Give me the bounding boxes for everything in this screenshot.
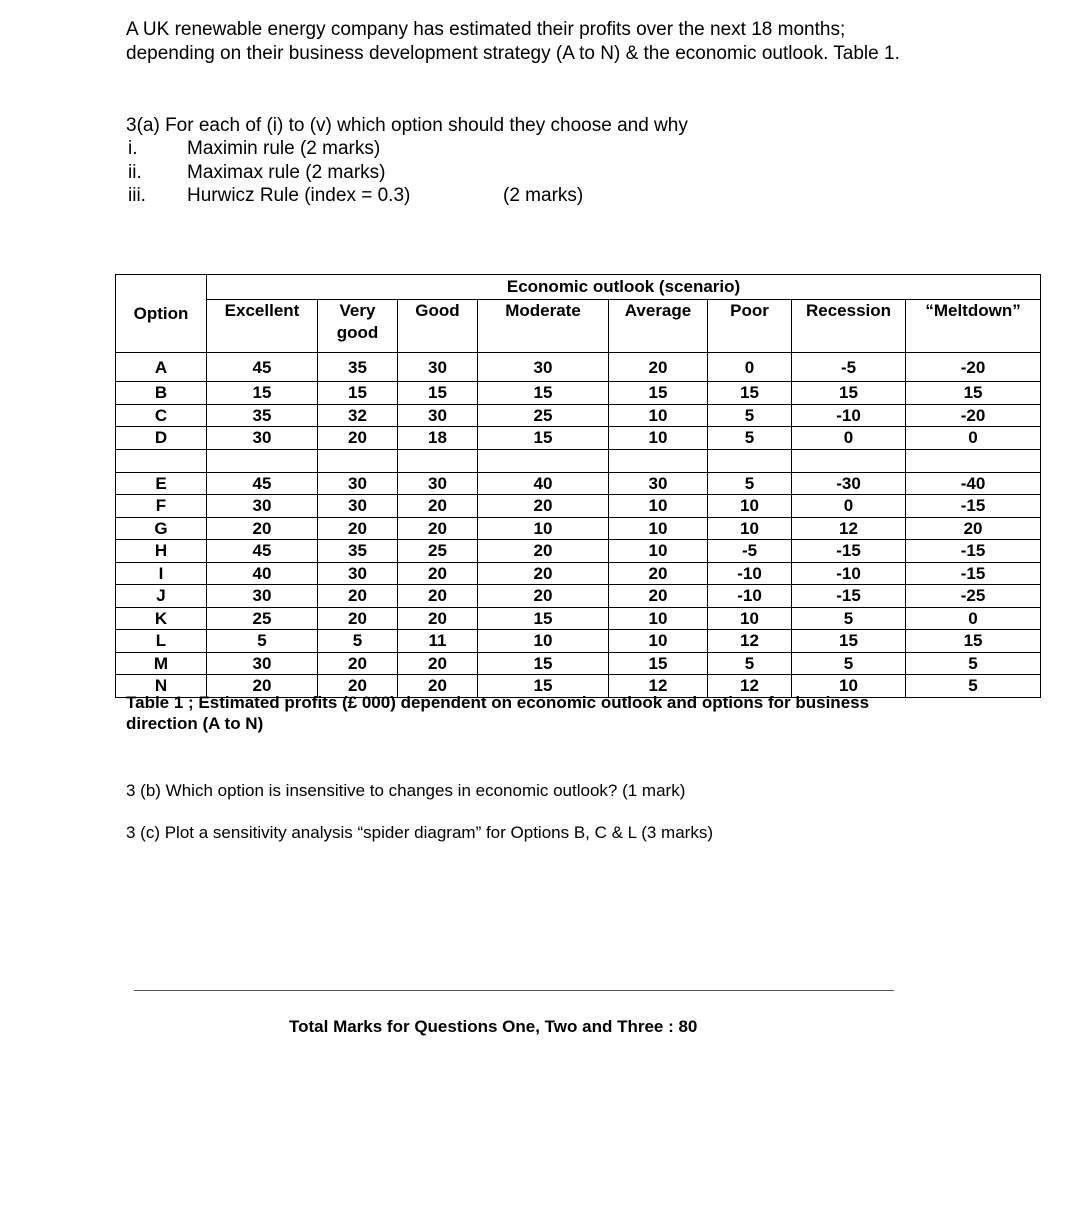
spacer-row: [116, 449, 1041, 472]
value-cell: 10: [792, 675, 906, 698]
value-cell: 20: [318, 517, 398, 540]
table-row: [116, 562, 1041, 585]
value-cell: 10: [609, 517, 708, 540]
value-cell: 5: [708, 652, 792, 675]
value-cell: 5: [708, 472, 792, 495]
value-cell: 35: [318, 540, 398, 563]
value-cell: 0: [792, 427, 906, 450]
value-cell: 5: [708, 427, 792, 450]
intro-paragraph: A UK renewable energy company has estimated their profits over the next 18 months; depending on their business development strategy (A to N) & the economic outlook. Table 1.: [126, 19, 900, 64]
table-row: [116, 382, 1041, 405]
spacer-cell: [792, 449, 906, 472]
value-cell: 10: [708, 495, 792, 518]
value-cell: 20: [398, 652, 478, 675]
value-cell: 10: [609, 540, 708, 563]
value-cell: -5: [708, 540, 792, 563]
option-cell: A: [116, 353, 207, 382]
value-cell: 15: [478, 675, 609, 698]
table-caption: Table 1 ; Estimated profits (£ 000) dependent on economic outlook and options for business direction (A to N): [126, 693, 870, 733]
value-cell: 10: [708, 607, 792, 630]
value-cell: 0: [792, 495, 906, 518]
value-cell: 12: [609, 675, 708, 698]
value-cell: 20: [207, 517, 318, 540]
question-3a-prompt: 3(a) For each of (i) to (v) which option should they choose and why: [126, 115, 688, 136]
subitem-number: iii.: [128, 185, 146, 206]
option-cell: J: [116, 585, 207, 608]
spacer-cell: [708, 449, 792, 472]
value-cell: 20: [609, 562, 708, 585]
subitem-iii: [0, 184, 800, 208]
value-cell: 10: [478, 630, 609, 653]
value-cell: -30: [792, 472, 906, 495]
value-cell: -25: [906, 585, 1041, 608]
value-cell: 15: [478, 652, 609, 675]
divider-line: [134, 990, 894, 991]
column-header: “Meltdown”: [906, 300, 1041, 353]
spacer-cell: [318, 449, 398, 472]
value-cell: -5: [792, 353, 906, 382]
value-cell: 20: [318, 652, 398, 675]
value-cell: 12: [792, 517, 906, 540]
question-3c: 3 (c) Plot a sensitivity analysis “spider diagram” for Options B, C & L (3 marks): [126, 823, 713, 842]
column-header: Average: [609, 300, 708, 353]
value-cell: 30: [318, 495, 398, 518]
value-cell: 30: [398, 353, 478, 382]
value-cell: 20: [398, 517, 478, 540]
value-cell: -20: [906, 353, 1041, 382]
value-cell: 15: [478, 427, 609, 450]
value-cell: 5: [792, 607, 906, 630]
table-row: [116, 353, 1041, 382]
value-cell: 20: [398, 607, 478, 630]
table-row: [116, 472, 1041, 495]
value-cell: 20: [398, 495, 478, 518]
column-header: Moderate: [478, 300, 609, 353]
value-cell: 10: [609, 495, 708, 518]
value-cell: 0: [708, 353, 792, 382]
value-cell: 30: [478, 353, 609, 382]
column-header: Very good: [318, 300, 398, 353]
option-cell: I: [116, 562, 207, 585]
value-cell: 10: [609, 630, 708, 653]
value-cell: 20: [398, 675, 478, 698]
value-cell: 20: [478, 540, 609, 563]
subitem-text: Maximin rule (2 marks): [187, 138, 381, 159]
value-cell: -40: [906, 472, 1041, 495]
value-cell: 12: [708, 675, 792, 698]
value-cell: 30: [207, 585, 318, 608]
value-cell: 0: [906, 607, 1041, 630]
table-row: [116, 607, 1041, 630]
question-3b: 3 (b) Which option is insensitive to changes in economic outlook? (1 mark): [126, 781, 686, 800]
value-cell: -10: [708, 562, 792, 585]
value-cell: 30: [207, 495, 318, 518]
value-cell: 20: [318, 607, 398, 630]
economic-outlook-header: Economic outlook (scenario): [207, 275, 1041, 300]
subitem-marks: (2 marks): [503, 185, 584, 206]
value-cell: -20: [906, 404, 1041, 427]
value-cell: 35: [318, 353, 398, 382]
spacer-cell: [906, 449, 1041, 472]
column-header: Good: [398, 300, 478, 353]
spacer-cell: [609, 449, 708, 472]
value-cell: -15: [792, 585, 906, 608]
value-cell: -10: [792, 404, 906, 427]
value-cell: 15: [207, 382, 318, 405]
value-cell: 20: [609, 353, 708, 382]
option-cell: F: [116, 495, 207, 518]
spacer-cell: [207, 449, 318, 472]
table-row: [116, 495, 1041, 518]
value-cell: 40: [478, 472, 609, 495]
value-cell: 20: [478, 585, 609, 608]
value-cell: -15: [906, 540, 1041, 563]
value-cell: 45: [207, 353, 318, 382]
profit-table: [115, 274, 1041, 698]
value-cell: 15: [708, 382, 792, 405]
value-cell: 20: [398, 562, 478, 585]
table-row: [116, 517, 1041, 540]
value-cell: -15: [906, 495, 1041, 518]
table-row: [116, 404, 1041, 427]
value-cell: 12: [708, 630, 792, 653]
subitem-number: i.: [128, 138, 138, 159]
value-cell: 15: [478, 382, 609, 405]
value-cell: 15: [398, 382, 478, 405]
option-cell: N: [116, 675, 207, 698]
option-cell: D: [116, 427, 207, 450]
option-cell: G: [116, 517, 207, 540]
subitem-text: Maximax rule (2 marks): [187, 162, 386, 183]
option-cell: C: [116, 404, 207, 427]
value-cell: 25: [478, 404, 609, 427]
value-cell: -15: [792, 540, 906, 563]
option-cell: M: [116, 652, 207, 675]
value-cell: 10: [609, 427, 708, 450]
table-row: [116, 585, 1041, 608]
value-cell: 15: [318, 382, 398, 405]
subitem-ii: [0, 161, 800, 185]
value-cell: 5: [906, 652, 1041, 675]
value-cell: 15: [792, 630, 906, 653]
value-cell: 20: [207, 675, 318, 698]
value-cell: 20: [478, 562, 609, 585]
value-cell: 10: [708, 517, 792, 540]
value-cell: 11: [398, 630, 478, 653]
value-cell: 25: [398, 540, 478, 563]
value-cell: 5: [708, 404, 792, 427]
value-cell: 35: [207, 404, 318, 427]
value-cell: 30: [398, 472, 478, 495]
value-cell: 32: [318, 404, 398, 427]
spacer-cell: [478, 449, 609, 472]
value-cell: 30: [207, 427, 318, 450]
value-cell: 30: [398, 404, 478, 427]
value-cell: 20: [318, 427, 398, 450]
value-cell: 30: [318, 472, 398, 495]
column-header: Poor: [708, 300, 792, 353]
value-cell: 5: [207, 630, 318, 653]
value-cell: 30: [609, 472, 708, 495]
value-cell: 20: [398, 585, 478, 608]
subitem-i: [0, 137, 800, 161]
value-cell: 15: [906, 382, 1041, 405]
value-cell: -10: [792, 562, 906, 585]
option-cell: K: [116, 607, 207, 630]
table-row: [116, 630, 1041, 653]
value-cell: 20: [478, 495, 609, 518]
value-cell: 45: [207, 472, 318, 495]
value-cell: 20: [906, 517, 1041, 540]
value-cell: 15: [609, 652, 708, 675]
value-cell: -15: [906, 562, 1041, 585]
value-cell: 20: [318, 585, 398, 608]
column-header: Recession: [792, 300, 906, 353]
value-cell: 45: [207, 540, 318, 563]
value-cell: 30: [318, 562, 398, 585]
value-cell: 20: [318, 675, 398, 698]
total-marks: Total Marks for Questions One, Two and Three : 80: [289, 1017, 698, 1036]
table-row: [116, 427, 1041, 450]
value-cell: 40: [207, 562, 318, 585]
value-cell: 10: [609, 607, 708, 630]
value-cell: -10: [708, 585, 792, 608]
spacer-cell: [116, 449, 207, 472]
value-cell: 5: [792, 652, 906, 675]
value-cell: 5: [906, 675, 1041, 698]
spacer-cell: [398, 449, 478, 472]
column-header: Excellent: [207, 300, 318, 353]
option-column-header: Option: [116, 275, 207, 353]
value-cell: 15: [792, 382, 906, 405]
value-cell: 15: [609, 382, 708, 405]
option-cell: L: [116, 630, 207, 653]
subitem-text: Hurwicz Rule (index = 0.3): [187, 185, 411, 206]
option-cell: B: [116, 382, 207, 405]
value-cell: 20: [609, 585, 708, 608]
table-row: [116, 652, 1041, 675]
value-cell: 15: [478, 607, 609, 630]
table-row: [116, 540, 1041, 563]
value-cell: 10: [609, 404, 708, 427]
value-cell: 25: [207, 607, 318, 630]
value-cell: 15: [906, 630, 1041, 653]
value-cell: 18: [398, 427, 478, 450]
option-cell: E: [116, 472, 207, 495]
option-cell: H: [116, 540, 207, 563]
value-cell: 10: [478, 517, 609, 540]
value-cell: 5: [318, 630, 398, 653]
subitem-number: ii.: [128, 162, 142, 183]
value-cell: 30: [207, 652, 318, 675]
value-cell: 0: [906, 427, 1041, 450]
